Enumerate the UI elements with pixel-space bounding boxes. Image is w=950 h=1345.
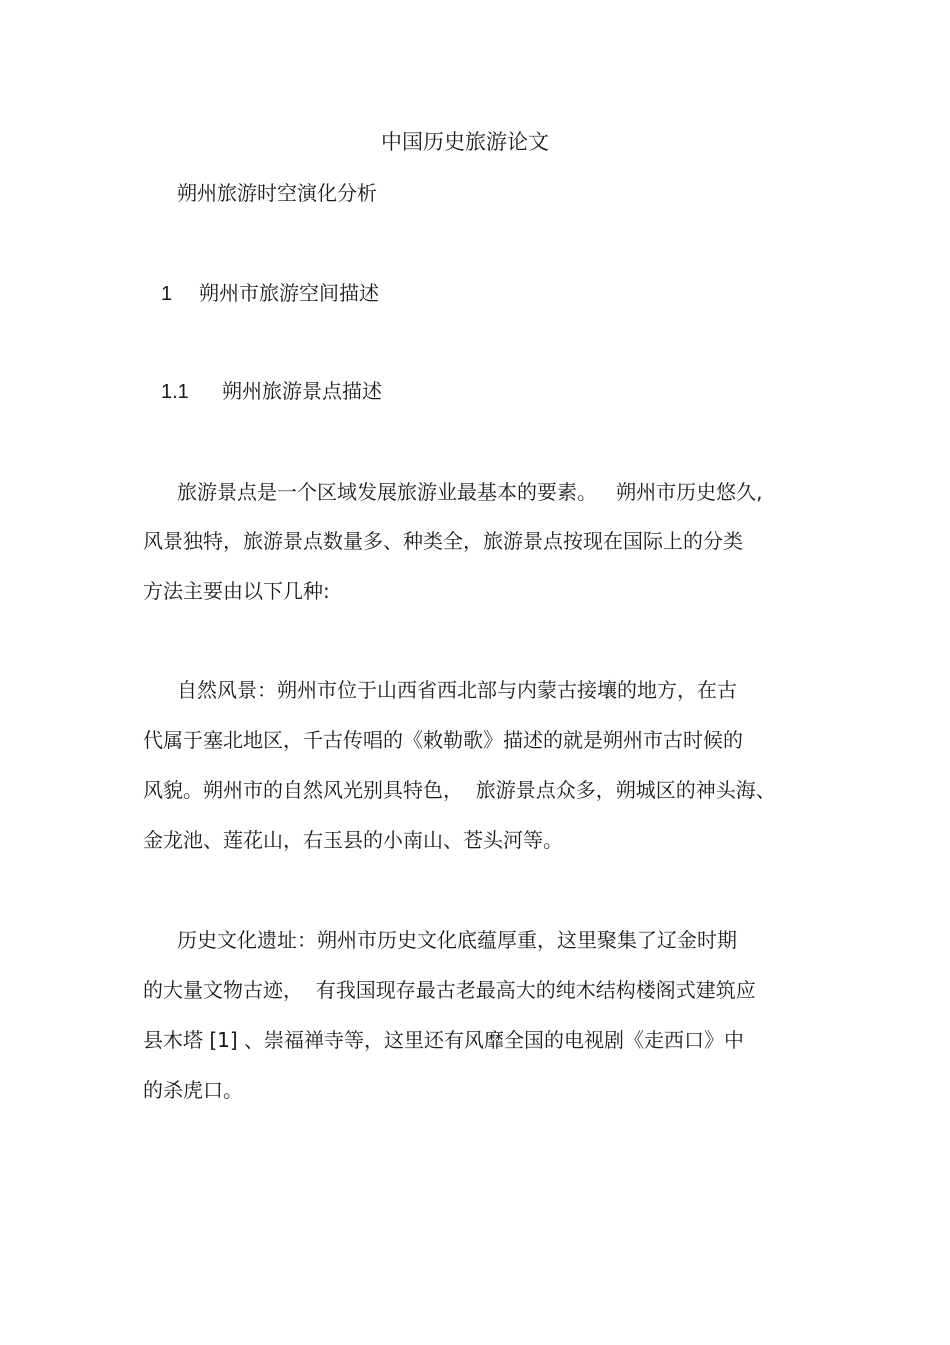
paragraph-line: 代属于塞北地区，千古传唱的《敕勒歌》描述的就是朔州市古时候的	[143, 728, 743, 752]
paragraph-line: 历史文化遗址：朔州市历史文化底蕴厚重，这里聚集了辽金时期	[177, 928, 737, 952]
paragraph-line: 自然风景：朔州市位于山西省西北部与内蒙古接壤的地方，在古	[177, 678, 737, 702]
paragraph-line: 风景独特，旅游景点数量多、种类全，旅游景点按现在国际上的分类	[143, 529, 743, 553]
paragraph-line: 旅游景点是一个区域发展旅游业最基本的要素。 朔州市历史悠久,	[177, 480, 763, 504]
paragraph-line: 县木塔 [1] 、崇福禅寺等，这里还有风靡全国的电视剧《走西口》中	[143, 1028, 745, 1052]
paragraph-line: 方法主要由以下几种:	[143, 579, 330, 603]
section-title: 朔州旅游景点描述	[222, 379, 382, 403]
document-title: 中国历史旅游论文	[381, 130, 549, 154]
section-heading-1	[161, 278, 379, 309]
section-number: 1.1	[161, 381, 189, 403]
section-title: 朔州市旅游空间描述	[199, 281, 379, 305]
section-number: 1	[161, 283, 173, 305]
paragraph-line: 风貌。朔州市的自然风光别具特色， 旅游景点众多，朔城区的神头海、	[143, 778, 776, 802]
section-heading-1-1	[161, 376, 382, 407]
document-subtitle: 朔州旅游时空演化分析	[177, 181, 377, 205]
paragraph-line: 的大量文物古迹， 有我国现存最古老最高大的纯木结构楼阁式建筑应	[143, 978, 756, 1002]
paragraph-line: 的杀虎口。	[143, 1078, 243, 1102]
paragraph-line: 金龙池、莲花山，右玉县的小南山、苍头河等。	[143, 828, 563, 852]
